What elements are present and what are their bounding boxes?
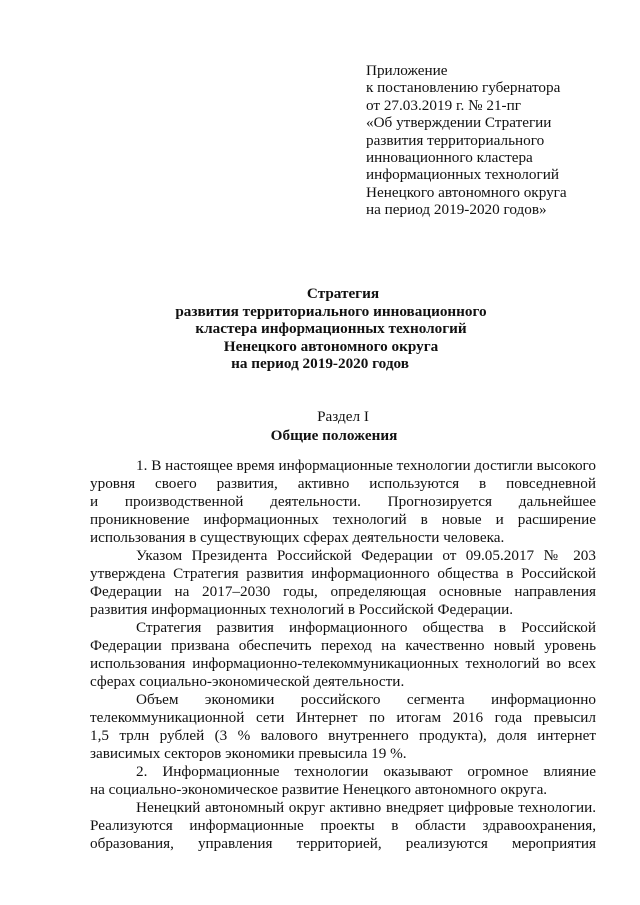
appendix-line: развития территориального <box>366 131 545 149</box>
appendix-line: Приложение <box>366 62 448 79</box>
appendix-line: «Об утверждении Стратегии <box>366 114 552 132</box>
paragraph-line: на социально-экономическое развитие Ненецкого автономного округа. <box>90 781 548 798</box>
paragraph-line: зависимых секторов экономики превысила 19 %. <box>90 745 407 762</box>
appendix-header <box>366 62 628 219</box>
paragraph-line: Указом Президента Российской Федерации от 09.05.2017 № 203 <box>136 547 596 564</box>
paragraph-line: 1. В настоящее время информационные технологии достигли высокого <box>136 457 596 474</box>
paragraph-line: использования информационно-телекоммуникационных технологий во всех <box>90 655 596 672</box>
title-line: развития территориального инновационного <box>175 302 487 320</box>
paragraph-line: телекоммуникационной сети Интернет по итогам 2016 года превысил <box>90 709 596 726</box>
paragraph-line: сферах социально-экономической деятельности. <box>90 673 405 690</box>
paragraph-line: утверждена Стратегия развития информационного общества в Российской <box>90 565 596 582</box>
paragraph-line: образования, управления территорией, реализуются мероприятия <box>90 835 596 852</box>
section-name: Общие положения <box>270 427 398 444</box>
paragraph-line: проникновение информационных технологий в новые и расширение <box>90 511 596 528</box>
title-line: на период 2019-2020 годов <box>231 355 409 373</box>
appendix-line: информационных технологий <box>366 166 559 184</box>
paragraph-line: Ненецкий автономный округ активно внедряет цифровые технологии. <box>136 799 596 816</box>
document-title <box>0 285 640 373</box>
paragraph-line: использования в существующих сферах деятельности человека. <box>90 529 505 546</box>
appendix-line: Ненецкого автономного округа <box>366 183 567 201</box>
paragraph-line: Федерации на 2017–2030 годы, определяющая основные направления <box>90 583 596 600</box>
paragraph-line: Стратегия развития информационного общества в Российской <box>136 619 596 636</box>
body-text <box>90 457 596 853</box>
paragraph-line: Федерации призвана обеспечить переход на качественно новый уровень <box>90 637 596 654</box>
paragraph-line: 1,5 трлн рублей (3 % валового внутреннего продукта), доля интернет <box>90 727 596 744</box>
paragraph-line: развития информационных технологий в Российской Федерации. <box>90 601 514 618</box>
paragraph-line: уровня своего развития, активно используются в повседневной <box>90 475 596 492</box>
paragraph-line: и производственной деятельности. Прогнозируется дальнейшее <box>90 493 596 510</box>
title-line: Ненецкого автономного округа <box>223 337 439 355</box>
section-number: Раздел I <box>317 408 369 425</box>
paragraph-line: Реализуются информационные проекты в области здравоохранения, <box>90 817 596 834</box>
appendix-line: инновационного кластера <box>366 149 533 167</box>
section-heading <box>0 407 640 445</box>
paragraph-line: 2. Информационные технологии оказывают огромное влияние <box>136 763 596 780</box>
title-line: Стратегия <box>306 285 380 302</box>
title-line: кластера информационных технологий <box>195 320 467 338</box>
paragraph-line: Объем экономики российского сегмента информационно <box>136 691 596 708</box>
appendix-line: к постановлению губернатора <box>366 79 561 97</box>
appendix-line: на период 2019-2020 годов» <box>366 201 547 219</box>
appendix-line: от 27.03.2019 г. № 21-пг <box>366 96 521 114</box>
